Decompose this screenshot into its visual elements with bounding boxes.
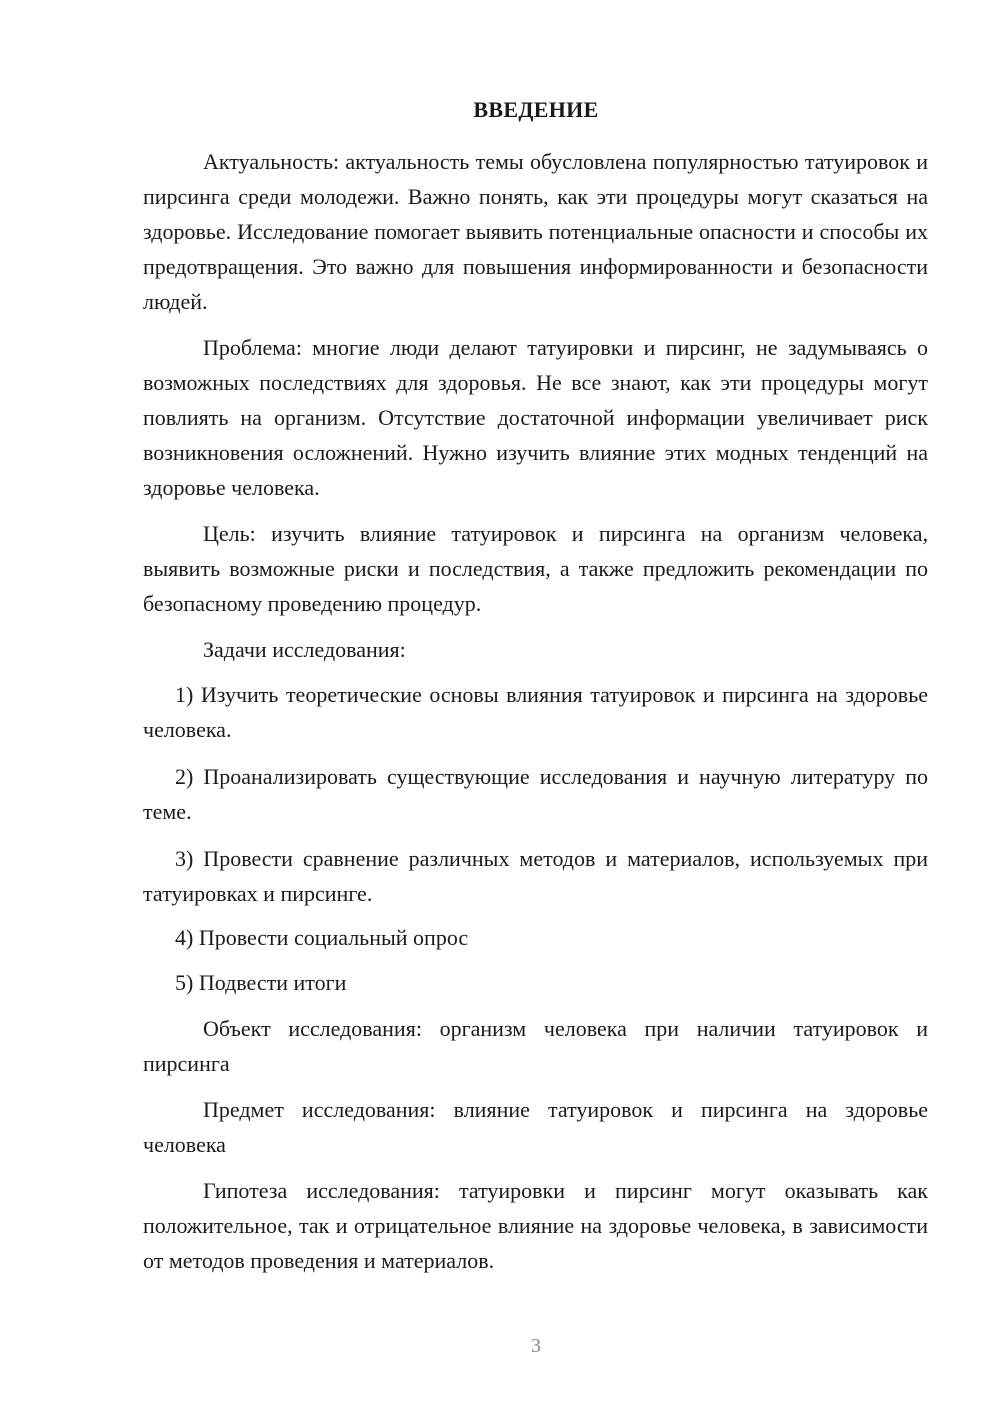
page-title: ВВЕДЕНИЕ (473, 97, 599, 122)
paragraph-hypothesis: Гипотеза исследования: татуировки и пирсинг могут оказывать как положительное, так и отрицательное влияние на здоровье человека, в зависимости от методов проведения и материалов. (143, 1178, 928, 1273)
paragraph-relevance: Актуальность: актуальность темы обусловлена популярностью татуировок и пирсинга среди молодежи. Важно понять, как эти процедуры могут сказаться на здоровье. Исследование помогает выявить потенциальные опасности и способы их предотвращения. Это важно для повышения информированности и безопасности людей. (143, 149, 928, 314)
paragraph-object: Объект исследования: организм человека при наличии татуировок и пирсинга (143, 1016, 928, 1076)
page-number: 3 (531, 1335, 541, 1357)
paragraph-problem: Проблема: многие люди делают татуировки и пирсинг, не задумываясь о возможных последствиях для здоровья. Не все знают, как эти процедуры могут повлиять на организм. Отсутствие достаточной информации увеличивает риск возникновения осложнений. Нужно изучить влияние этих модных тенденций на здоровье человека. (143, 335, 928, 500)
task-item-1: 1) Изучить теоретические основы влияния татуировок и пирсинга на здоровье человека. (143, 682, 928, 742)
task-item-5: 5) Подвести итоги (175, 970, 347, 995)
paragraph-goal: Цель: изучить влияние татуировок и пирсинга на организм человека, выявить возможные риски и последствия, а также предложить рекомендации по безопасному проведению процедур. (143, 521, 928, 616)
task-item-4: 4) Провести социальный опрос (175, 925, 469, 950)
task-item-3: 3) Провести сравнение различных методов и материалов, используемых при татуировках и пирсинге. (143, 846, 928, 906)
tasks-heading: Задачи исследования: (203, 637, 406, 662)
task-item-2: 2) Проанализировать существующие исследования и научную литературу по теме. (143, 764, 928, 824)
paragraph-subject: Предмет исследования: влияние татуировок и пирсинга на здоровье человека (143, 1097, 928, 1157)
